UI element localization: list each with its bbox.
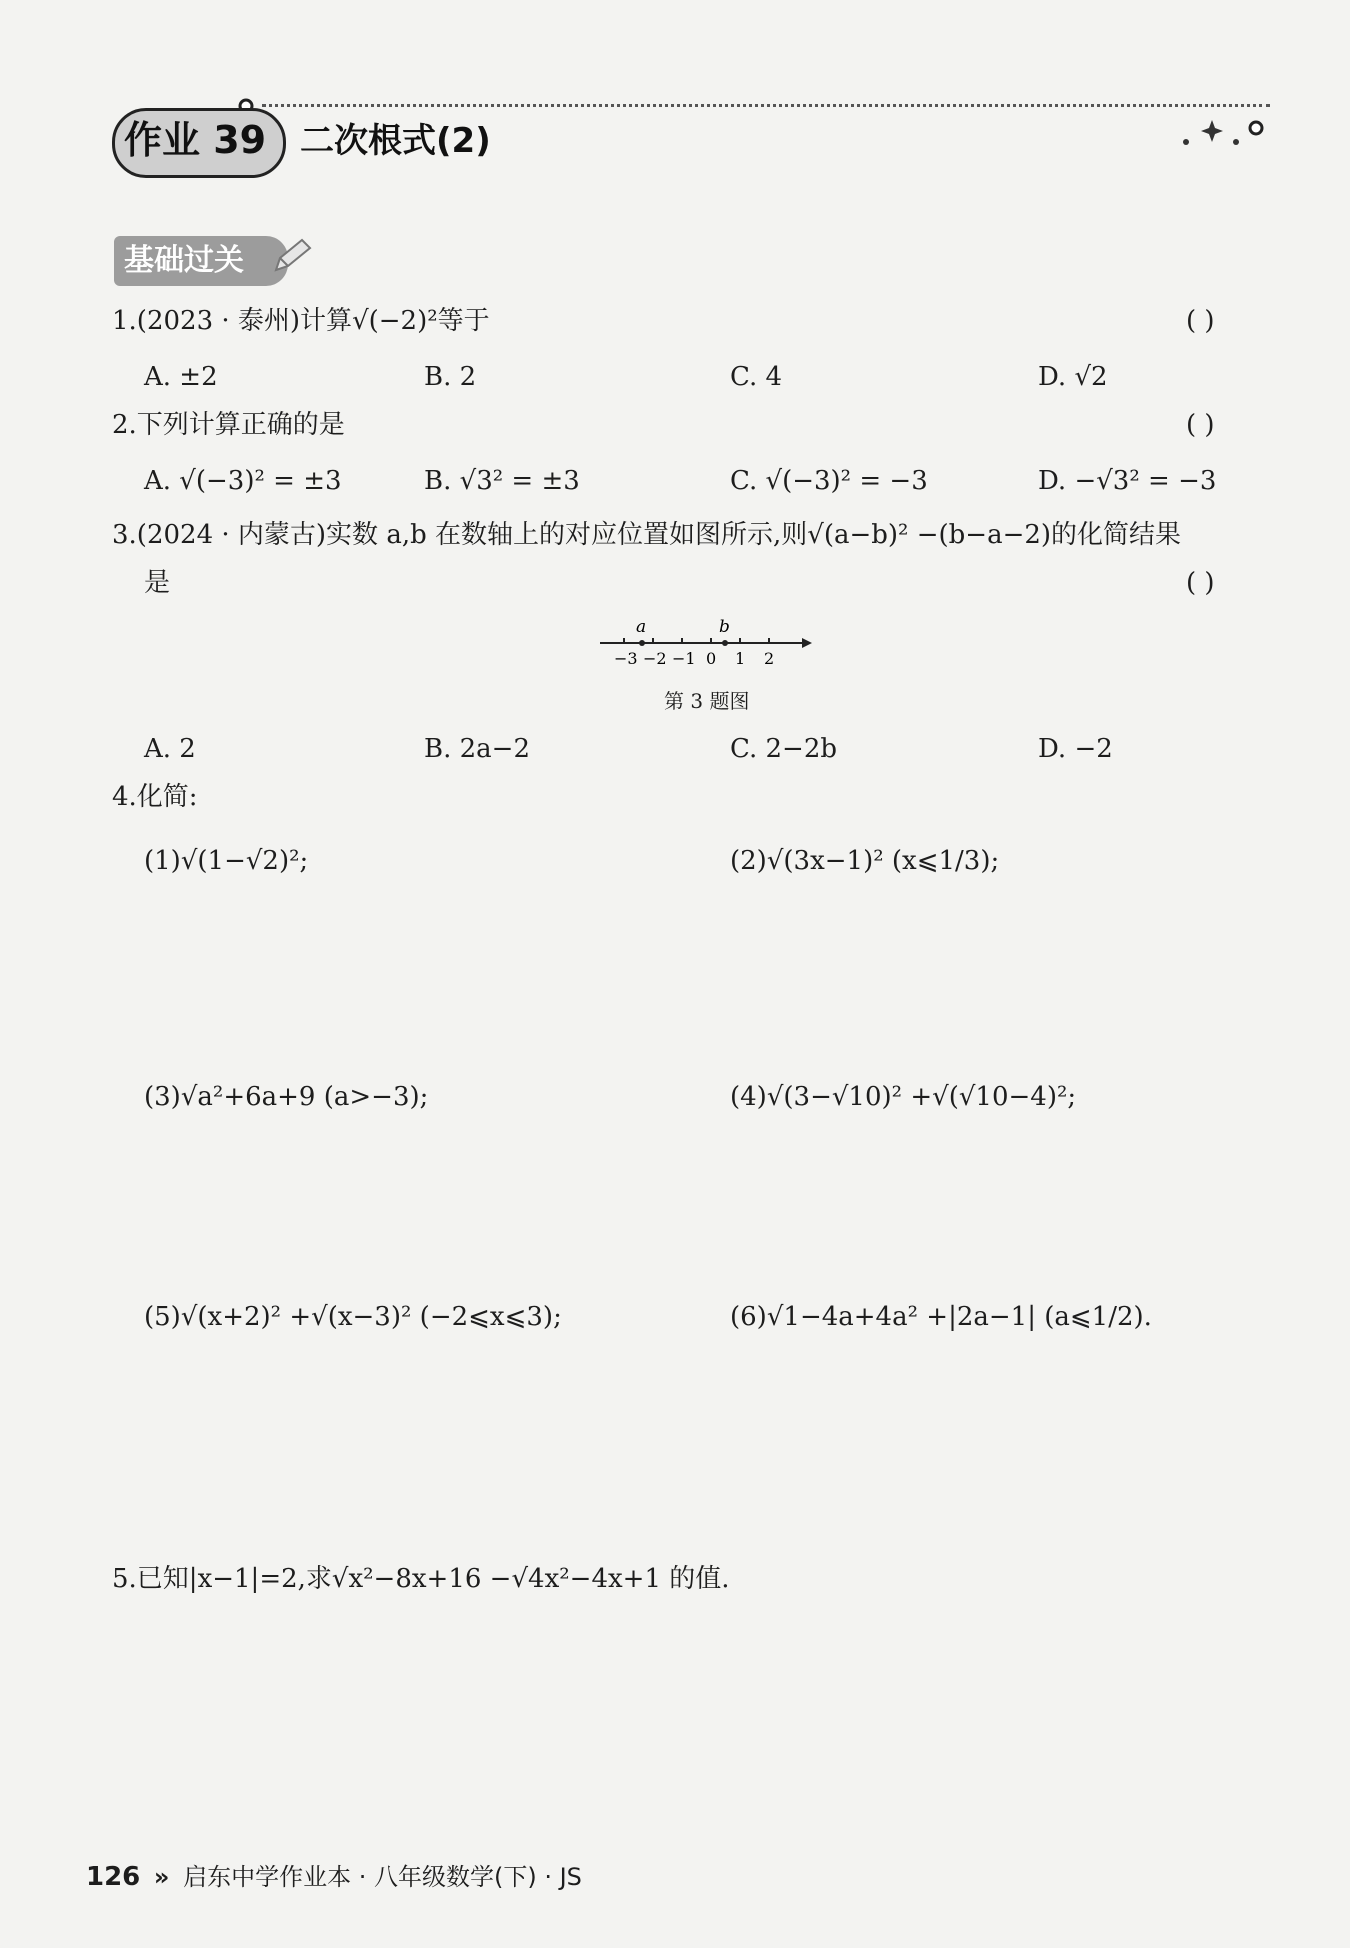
point-a-dot [639, 640, 645, 646]
tick-label: 1 [735, 649, 746, 668]
point-a-label: a [636, 617, 647, 637]
q3-option-b: B. 2a−2 [424, 734, 531, 764]
pencil-icon [270, 236, 314, 276]
q2-option-c: C. √(−3)² = −3 [730, 466, 928, 496]
q1-answer-paren: ( ) [1186, 306, 1215, 336]
number-line-arrow-icon [802, 638, 812, 648]
q1-expression: √(−2)² [352, 306, 438, 336]
q3-option-a: A. 2 [144, 734, 196, 764]
tick-label: 2 [764, 649, 775, 668]
q4-part-4: (4)√(3−√10)² +√(√10−4)²; [730, 1082, 1077, 1112]
q4-part-1: (1)√(1−√2)²; [144, 846, 309, 876]
q2-option-b: B. √3² = ±3 [424, 466, 580, 496]
homework-label: 作业 39 [124, 118, 267, 162]
q1-option-c: C. 4 [730, 362, 783, 392]
page-title: 二次根式(2) [300, 121, 491, 161]
tick-label: −3 [614, 649, 638, 668]
question-3-line2: 是 [144, 568, 171, 598]
tick-label: −1 [672, 649, 696, 668]
tick-label: −2 [643, 649, 667, 668]
q4-part-5: (5)√(x+2)² +√(x−3)² (−2⩽x⩽3); [144, 1302, 562, 1332]
figure-caption: 第 3 题图 [664, 689, 750, 713]
q1-option-a: A. ±2 [144, 362, 218, 392]
question-2: 2.下列计算正确的是 [112, 410, 345, 440]
page-number: 126 [86, 1862, 141, 1892]
question-1 [112, 304, 490, 338]
q2-answer-paren: ( ) [1186, 410, 1215, 440]
tick-label: 0 [706, 649, 717, 668]
point-b-dot [722, 640, 728, 646]
page-footer [86, 1860, 582, 1894]
header-dotted-rule [262, 104, 1270, 110]
question-4: 4.化简: [112, 782, 198, 812]
q3-option-c: C. 2−2b [730, 734, 838, 764]
q2-option-d: D. −√3² = −3 [1038, 466, 1217, 496]
section-label: 基础过关 [124, 243, 244, 278]
question-3-line1: 3.(2024 · 内蒙古)实数 a,b 在数轴上的对应位置如图所示,则√(a−b)² −(b−a−2)的化简结果 [112, 520, 1182, 550]
q4-part-3: (3)√a²+6a+9 (a>−3); [144, 1082, 429, 1112]
q1-stem-post: 等于 [437, 306, 490, 336]
q1-stem-pre: 1.(2023 · 泰州)计算 [112, 306, 353, 336]
q3-option-d: D. −2 [1038, 734, 1113, 764]
sparkle-icon [1168, 112, 1268, 152]
q2-option-a: A. √(−3)² = ±3 [144, 466, 342, 496]
q1-option-d: D. √2 [1038, 362, 1108, 392]
q3-answer-paren: ( ) [1186, 568, 1215, 598]
q4-part-2: (2)√(3x−1)² (x⩽1/3); [730, 846, 1000, 876]
chevron-right-icon: » [153, 1863, 170, 1891]
book-title: 启东中学作业本 · 八年级数学(下) · JS [183, 1863, 582, 1891]
number-line-figure [596, 616, 816, 676]
q4-part-6: (6)√1−4a+4a² +|2a−1| (a⩽1/2). [730, 1302, 1152, 1332]
q1-option-b: B. 2 [424, 362, 477, 392]
point-b-label: b [719, 617, 730, 637]
question-5: 5.已知|x−1|=2,求√x²−8x+16 −√4x²−4x+1 的值. [112, 1564, 730, 1594]
